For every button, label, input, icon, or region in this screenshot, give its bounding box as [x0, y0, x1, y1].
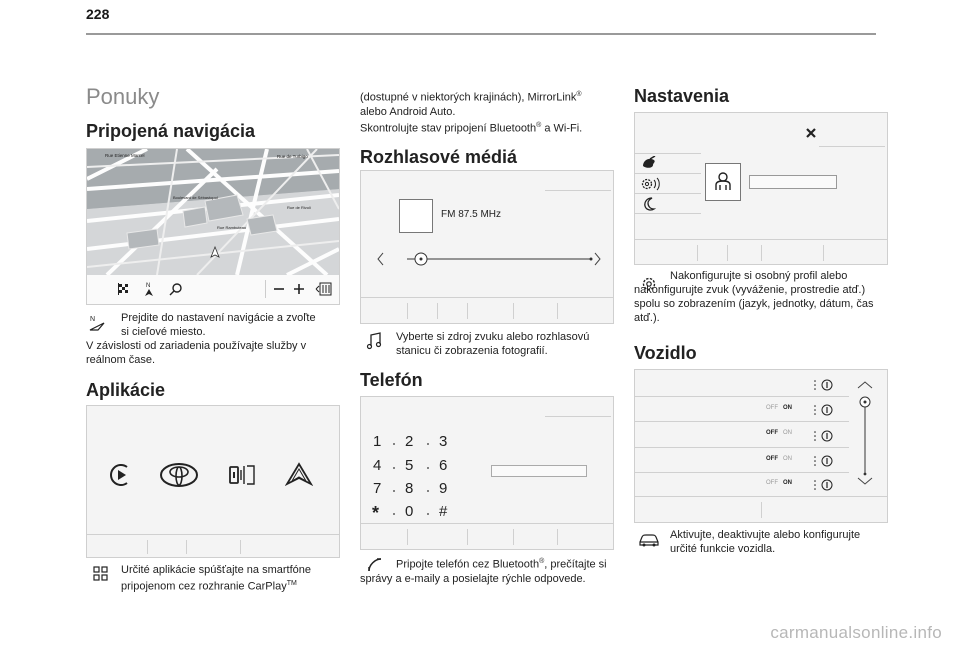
keypad-key[interactable]: 8 — [405, 480, 414, 497]
vehicle-screen — [634, 369, 888, 523]
keypad-key[interactable]: 0 — [405, 503, 414, 520]
info-icon[interactable] — [813, 403, 835, 417]
keypad-key[interactable]: 5 — [405, 457, 414, 474]
info-icon[interactable] — [813, 454, 835, 468]
zoom-in-icon[interactable] — [293, 283, 305, 295]
paint-palette-icon[interactable] — [641, 156, 657, 170]
radio-intro: (dostupné v niektorých krajinách), MirrorLink® alebo Android Auto. Skontrolujte stav pripojení Bluetooth® a Wi-Fi. — [360, 91, 583, 135]
profile-name-field[interactable] — [749, 175, 837, 189]
navigation-text-2: V závislosti od zariadenia používajte služby v reálnom čase. — [86, 340, 307, 366]
map-label: Rue de Turbigo — [277, 154, 308, 159]
section-title: Ponuky — [86, 84, 160, 109]
info-icon[interactable] — [813, 478, 835, 492]
keypad-key[interactable]: 1 — [373, 433, 382, 450]
toggle-switch[interactable]: OFF ON — [766, 405, 793, 411]
keypad-key[interactable]: 4 — [373, 457, 382, 474]
keypad-key[interactable]: 7 — [373, 480, 382, 497]
radio-screen — [360, 170, 614, 324]
search-icon[interactable] — [169, 282, 183, 296]
keypad-key[interactable]: 2 — [405, 433, 414, 450]
carplay-icon[interactable] — [107, 462, 133, 488]
music-note-icon — [366, 332, 382, 350]
info-icon[interactable] — [813, 378, 835, 392]
svg-text:N: N — [146, 283, 151, 289]
navigation-title: Pripojená navigácia — [86, 121, 256, 141]
keypad-separators — [391, 437, 441, 527]
user-profile-icon — [713, 171, 733, 193]
moon-icon[interactable] — [642, 197, 656, 211]
vehicle-text: Aktivujte, deaktivujte alebo konfigurujte určité funkcie vozidla. — [670, 529, 861, 555]
vertical-scrollbar[interactable] — [855, 380, 875, 486]
radio-text: Vyberte si zdroj zvuku alebo rozhlasovú stanicu či zobrazenia fotografií. — [396, 331, 590, 357]
svg-text:N: N — [90, 316, 96, 323]
watermark: carmanualsonline.info — [770, 623, 942, 642]
applications-text: Určité aplikácie spúšťajte na smartfóne pripojenom cez rozhranie CarPlay™ — [121, 564, 311, 593]
radio-title: Rozhlasové médiá — [360, 147, 518, 167]
applications-title: Aplikácie — [86, 380, 166, 400]
compass-north-icon[interactable] — [143, 281, 155, 297]
brand-logo-icon[interactable] — [159, 462, 199, 488]
map-view — [87, 149, 339, 275]
settings-title: Nastavenia — [634, 86, 730, 106]
phone-screen — [360, 396, 614, 550]
vehicle-title: Vozidlo — [634, 343, 697, 363]
station-frequency: FM 87.5 MHz — [441, 209, 502, 220]
mirrorlink-icon[interactable] — [227, 462, 257, 488]
car-icon — [638, 532, 660, 548]
keypad-key[interactable]: 3 — [439, 433, 448, 450]
phone-title: Telefón — [360, 370, 423, 390]
zoom-out-icon[interactable] — [273, 283, 285, 295]
frequency-slider[interactable] — [375, 249, 605, 269]
toggle-switch[interactable]: OFF ON — [766, 480, 793, 486]
navigation-arrow-icon — [88, 314, 106, 332]
station-artwork — [399, 199, 433, 233]
header-rule — [86, 33, 876, 35]
map-label: Boulevard de Sébastopol — [173, 195, 218, 200]
navigation-text-1: Prejdite do nastavení navigácie a zvoľte si cieľové miesto. — [121, 312, 316, 338]
close-icon[interactable] — [805, 127, 817, 139]
keypad-key[interactable]: 6 — [439, 457, 448, 474]
page-number: 228 — [86, 6, 110, 22]
map-label: Rue Rambuteau — [217, 225, 247, 230]
android-auto-icon[interactable] — [285, 462, 313, 488]
sound-settings-icon[interactable] — [640, 176, 660, 192]
keypad-key[interactable]: * — [372, 503, 380, 523]
grid-icon — [93, 566, 109, 582]
applications-screen — [86, 405, 340, 558]
settings-screen — [634, 112, 888, 265]
info-icon[interactable] — [813, 429, 835, 443]
keypad-key[interactable]: # — [439, 503, 448, 520]
flag-icon[interactable] — [117, 282, 131, 296]
settings-text: Nakonfigurujte si osobný profil alebo nakonfigurujte zvuk (vyváženie, prostredie atď.) spolu so zobrazením (jazyk, jednotky, dátum, čas atď.). — [634, 270, 874, 324]
map-options-icon[interactable] — [315, 281, 333, 297]
phone-text: Pripojte telefón cez Bluetooth®, prečítajte si správy a e-maily a posielajte rýchle odpovede. — [360, 558, 607, 585]
toggle-switch[interactable]: OFF ON — [766, 456, 793, 462]
navigation-screen — [86, 148, 340, 305]
keypad-key[interactable]: 9 — [439, 480, 448, 497]
toggle-switch[interactable]: OFF ON — [766, 430, 793, 436]
phone-number-field[interactable] — [491, 465, 587, 477]
map-label: Rue Etienne Marcel — [105, 153, 145, 158]
map-label: Rue de Rivoli — [287, 205, 311, 210]
